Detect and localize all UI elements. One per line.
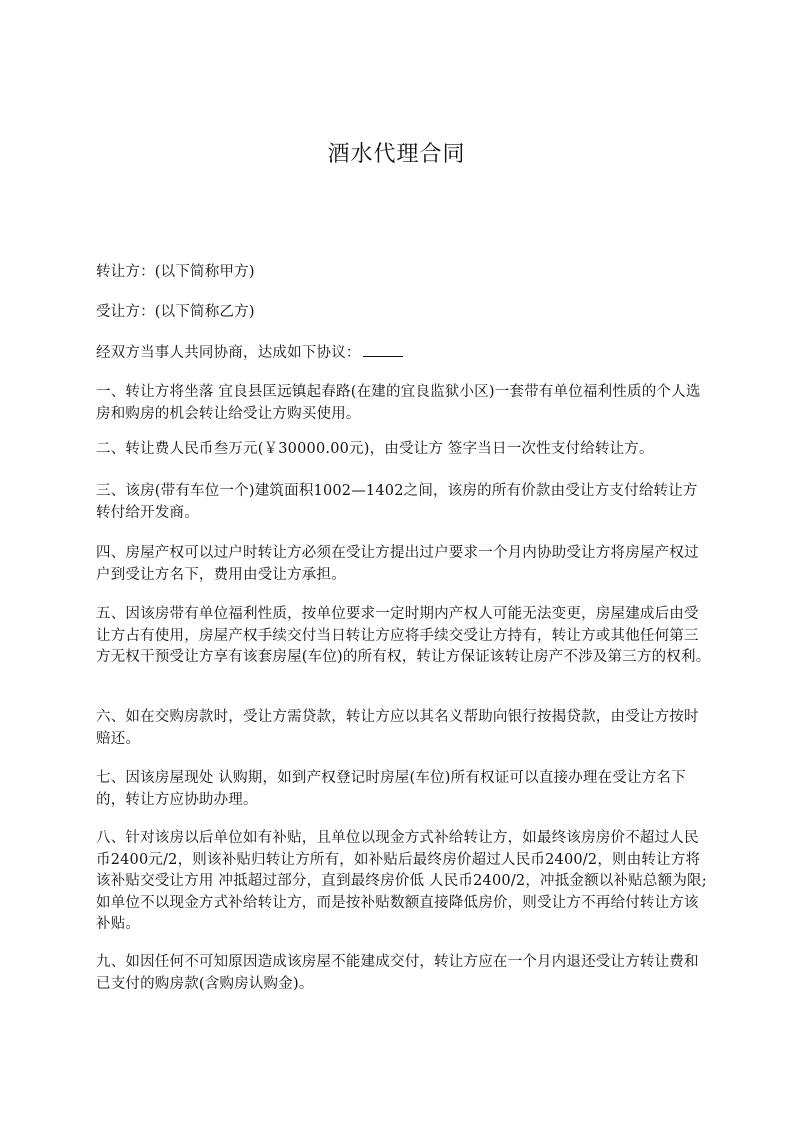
clause-6: 六、如在交购房款时，受让方需贷款，转让方应以其名义帮助向银行按揭贷款，由受让方按时赔还。 — [96, 709, 699, 747]
clause-7: 七、因该房屋现处 认购期，如到产权登记时房屋(车位)所有权证可以直接办理在受让方名下的，转让方应协助办理。 — [96, 770, 686, 808]
clause-5: 五、因该房带有单位福利性质，按单位要求一定时期内产权人可能无法变更，房屋建成后由受让方占有使用，房屋产权手续交付当日转让方应将手续交受让方持有，转让方或其他任何第三方无权干预受让方享有该套房屋(车位)的所有权，转让方保证该转让房产不涉及第三方的权利。 — [96, 606, 711, 665]
clause-3: 三、该房(带有车位一个)建筑面积1002—1402之间，该房的所有价款由受让方支付给转让方转付给开发商。 — [96, 483, 698, 521]
clause-2: 二、转让费人民币叁万元(￥30000.00元)，由受让方 签字当日一次性支付给转让方。 — [96, 441, 654, 457]
clause-9: 九、如因任何不可知原因造成该房屋不能建成交付，转让方应在一个月内退还受让方转让费和已支付的购房款(含购房认购金)。 — [96, 954, 699, 992]
intro-line — [96, 342, 711, 365]
document-title: 酒水代理合同 — [327, 142, 466, 167]
clause-8: 八、针对该房以后单位如有补贴，且单位以现金方式补给转让方，如最终该房房价不超过人民币2400元/2，则该补贴归转让方所有，如补贴后最终房价超过人民币2400/2，则由转让方将该补贴交受让方用 冲抵超过部分，直到最终房价低 人民币2400/2，冲抵金额以补贴总额为限;如单位不以现金方式补给转让方，而是按补贴数额直接降低房价，则受让方不再给付转让方该补贴。 — [96, 830, 707, 932]
clause-1: 一、转让方将坐落 宜良县匡远镇起春路(在建的宜良监狱小区)一套带有单位福利性质的个人选房和购房的机会转让给受让方购买使用。 — [96, 384, 701, 422]
fill-in-blank — [363, 342, 403, 357]
transferor-line: 转让方：(以下简称甲方) — [96, 264, 255, 280]
transferee-line: 受让方：(以下简称乙方) — [96, 304, 255, 320]
intro-text: 经双方当事人共同协商，达成如下协议： — [96, 345, 361, 361]
clause-4: 四、房屋产权可以过户时转让方必须在受让方提出过户要求一个月内协助受让方将房屋产权过户到受让方名下，费用由受让方承担。 — [96, 545, 699, 583]
